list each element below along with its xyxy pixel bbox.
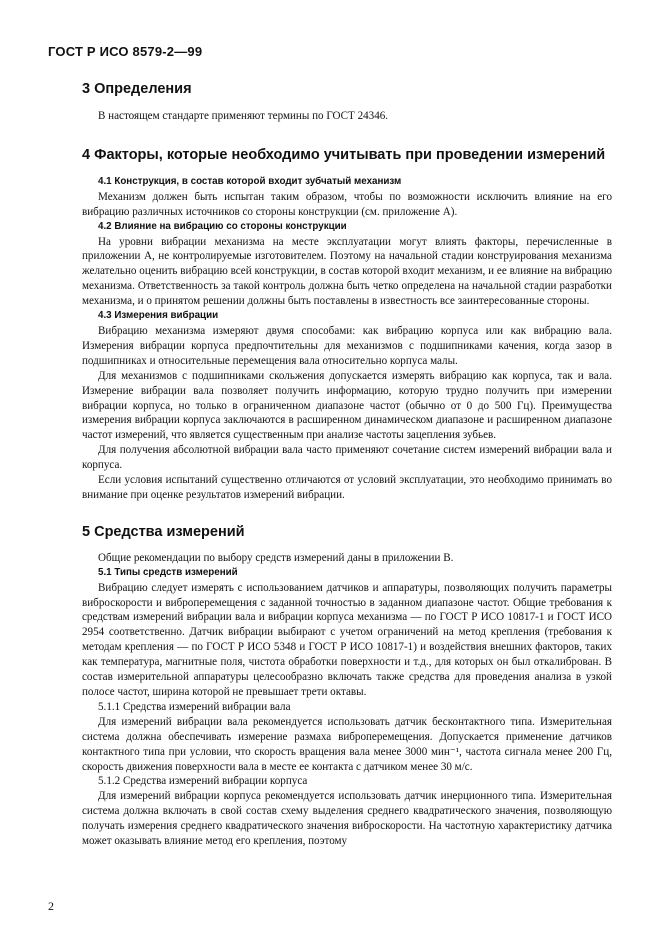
section-5-1-1-paragraph: Для измерений вибрации вала рекомендуется использовать датчик бесконтактного типа. Измерительная система должна обеспечивать измерение размаха виброперемещения. Допускается применение датчиков контактного типа при условии, что скорость вращения вала менее 3000 мин⁻¹, частота сигнала менее 200 Гц, скорость движения поверхности вала в месте ее контакта с датчиком менее 30 м/с. xyxy=(82,715,612,773)
section-4-1-title: 4.1 Конструкция, в состав которой входит зубчатый механизм xyxy=(98,175,402,187)
page-number: 2 xyxy=(48,899,54,913)
section-3-paragraph: В настоящем стандарте применяют термины по ГОСТ 24346. xyxy=(98,110,389,122)
section-4-1-paragraph: Механизм должен быть испытан таким образом, чтобы по возможности исключить влияние на его вибрацию различных источников со стороны конструкции (см. приложение А). xyxy=(82,190,612,218)
section-3-title: 3 Определения xyxy=(82,81,192,97)
page-content xyxy=(82,70,612,849)
section-4-3-paragraph-2: Для механизмов с подшипниками скольжения допускается измерять вибрацию как корпуса, так и вала. Измерение вибрации вала позволяет получить информацию, которую трудно получить при измерении вибрации корпуса, но только в ограниченном диапазоне частот (обычно от 0 до 500 Гц). Преимущества измерения вибрации корпуса заключаются в расширенном динамическом диапазоне и расширенном диапазоне частот измерений, что является существенным при анализе частоты зацепления зубьев. xyxy=(82,369,612,442)
section-5-1-2-title: 5.1.2 Средства измерений вибрации корпуса xyxy=(98,775,308,788)
section-5-1-1-title: 5.1.1 Средства измерений вибрации вала xyxy=(98,700,291,713)
document-header: ГОСТ Р ИСО 8579-2—99 xyxy=(48,44,203,59)
section-4-3-paragraph-4: Если условия испытаний существенно отличаются от условий эксплуатации, это необходимо принимать во внимание при оценке результатов измерений вибрации. xyxy=(82,474,612,501)
section-5-1-title: 5.1 Типы средств измерений xyxy=(98,566,238,578)
section-4-title: 4 Факторы, которые необходимо учитывать при проведении измерений xyxy=(82,146,606,163)
section-4-3-title: 4.3 Измерения вибрации xyxy=(98,310,219,322)
section-5-1-2-paragraph: Для измерений вибрации корпуса рекомендуется использовать датчик инерционного типа. Измерительная система должна включать в свой состав схему выделения среднего квадратического значения, позволяющую получать измерения среднего квадратического значения виброскорости. На частотную характеристику датчика может оказывать влияние метод его крепления, поэтому xyxy=(82,790,612,848)
section-5-intro: Общие рекомендации по выбору средств измерений даны в приложении В. xyxy=(98,551,454,564)
section-5-1-paragraph: Вибрацию следует измерять с использованием датчиков и аппаратуры, позволяющих получить параметры виброскорости и виброперемещения с заданной точностью в заданном диапазоне частот. Общие требования к средствам измерений вибрации вала и вибрации корпуса механизма — по ГОСТ Р ИСО 10817-1 и ГОСТ ИСО 2954 соответственно. Датчик вибрации выбирают с учетом ограничений на метод крепления (требования к методам крепления — по ГОСТ Р ИСО 5348 и ГОСТ Р ИСО 10817-1) и воздействия внешних факторов, таких как температура, магнитные поля, чистота обработки поверхности и т.д., для которых он был откалиброван. В состав измерительной аппаратуры целесообразно включать также средства для проведения анализа в узкой полосе частот, ширина которой не превышает трети октавы. xyxy=(82,581,612,698)
section-4-2-title: 4.2 Влияние на вибрацию со стороны конструкции xyxy=(98,220,347,232)
section-4-3-paragraph-3: Для получения абсолютной вибрации вала часто применяют сочетание систем измерений вибрации вала и корпуса. xyxy=(82,444,612,472)
section-4-3-paragraph-1: Вибрацию механизма измеряют двумя способами: как вибрацию корпуса или как вибрацию вала. Измерения вибрации корпуса предпочтительны для механизмов с подшипниками качения, когда зазор в подшипниках и относительные перемещения вала относительно корпуса малы. xyxy=(82,324,612,367)
section-5-title: 5 Средства измерений xyxy=(82,523,245,540)
section-4-2-paragraph: На уровни вибрации механизма на месте эксплуатации могут влиять факторы, перечисленные в приложении А, не контролируемые изготовителем. Поэтому на начальной стадии конструирования механизма желательно оценить вибрацию всей конструкции, в состав которой входит механизм, и ее влияние на вибрацию механизма. Ответственность за такой контроль должна быть четко определена на начальной стадии разработки механизма, и о принятом решении должны быть поставлены в известность все заинтересованные стороны. xyxy=(82,235,612,308)
